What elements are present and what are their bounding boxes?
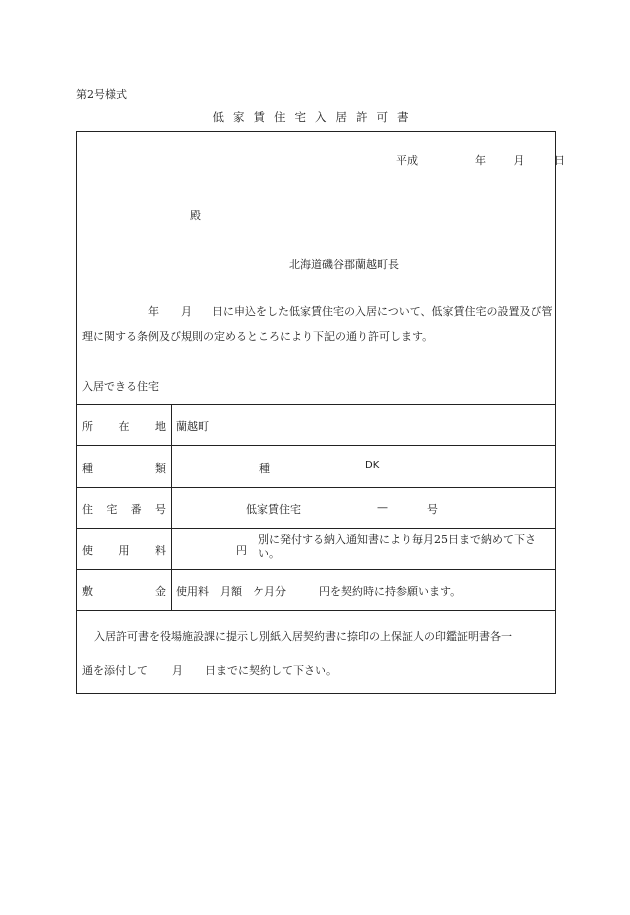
type-label: 種 類 <box>82 462 166 475</box>
table-rule <box>77 487 555 488</box>
issue-date <box>396 152 565 168</box>
type-kind: 種 <box>259 462 270 475</box>
issuer-name: 北海道磯谷郡蘭越町長 <box>289 258 399 271</box>
section-heading: 入居できる住宅 <box>82 380 159 393</box>
statement-year: 年 <box>148 305 159 318</box>
form-number: 第2号様式 <box>76 88 127 101</box>
number-label: 住 宅 番 号 <box>82 503 166 516</box>
permission-statement <box>82 299 554 349</box>
addressee-honorific: 殿 <box>190 209 201 222</box>
table-rule <box>77 569 555 570</box>
location-value: 蘭越町 <box>176 420 209 433</box>
date-year: 年 <box>475 154 486 167</box>
table-rule <box>77 528 555 529</box>
table-rule <box>77 445 555 446</box>
document-title: 低家賃住宅入居許可書 <box>212 110 418 124</box>
statement-month: 月 <box>181 305 192 318</box>
statement-text: 日に申込をした低家賃住宅の入居について、低家賃住宅の設置及び管理に関する条例及び規則の定めるところにより下記の通り許可します。 <box>82 305 553 343</box>
notice-line-2: 通を添付して 月 日までに契約して下さい。 <box>82 664 337 677</box>
deposit-label: 敷 金 <box>82 585 166 598</box>
table-column-rule <box>171 404 172 610</box>
number-dash: — <box>377 501 388 514</box>
table-rule <box>77 404 555 405</box>
deposit-value: 使用料 月額 ケ月分 円を契約時に持参願います。 <box>176 585 462 598</box>
fee-unit: 円 <box>236 544 247 557</box>
number-suffix: 号 <box>427 503 438 516</box>
type-layout: DK <box>365 460 380 471</box>
fee-label: 使 用 料 <box>82 544 166 557</box>
table-rule <box>77 610 555 611</box>
date-month: 月 <box>513 154 525 167</box>
location-label: 所 在 地 <box>82 420 166 433</box>
contract-notice <box>82 623 554 685</box>
number-name: 低家賃住宅 <box>246 503 301 516</box>
fee-note: 別に発付する納入通知書により毎月25日まで納めて下さい。 <box>258 533 536 560</box>
date-day: 日 <box>554 154 565 167</box>
notice-line-1: 入居許可書を役場施設課に提示し別紙入居契約書に捺印の上保証人の印鑑証明書各一 <box>94 630 512 643</box>
date-era: 平成 <box>396 154 418 167</box>
